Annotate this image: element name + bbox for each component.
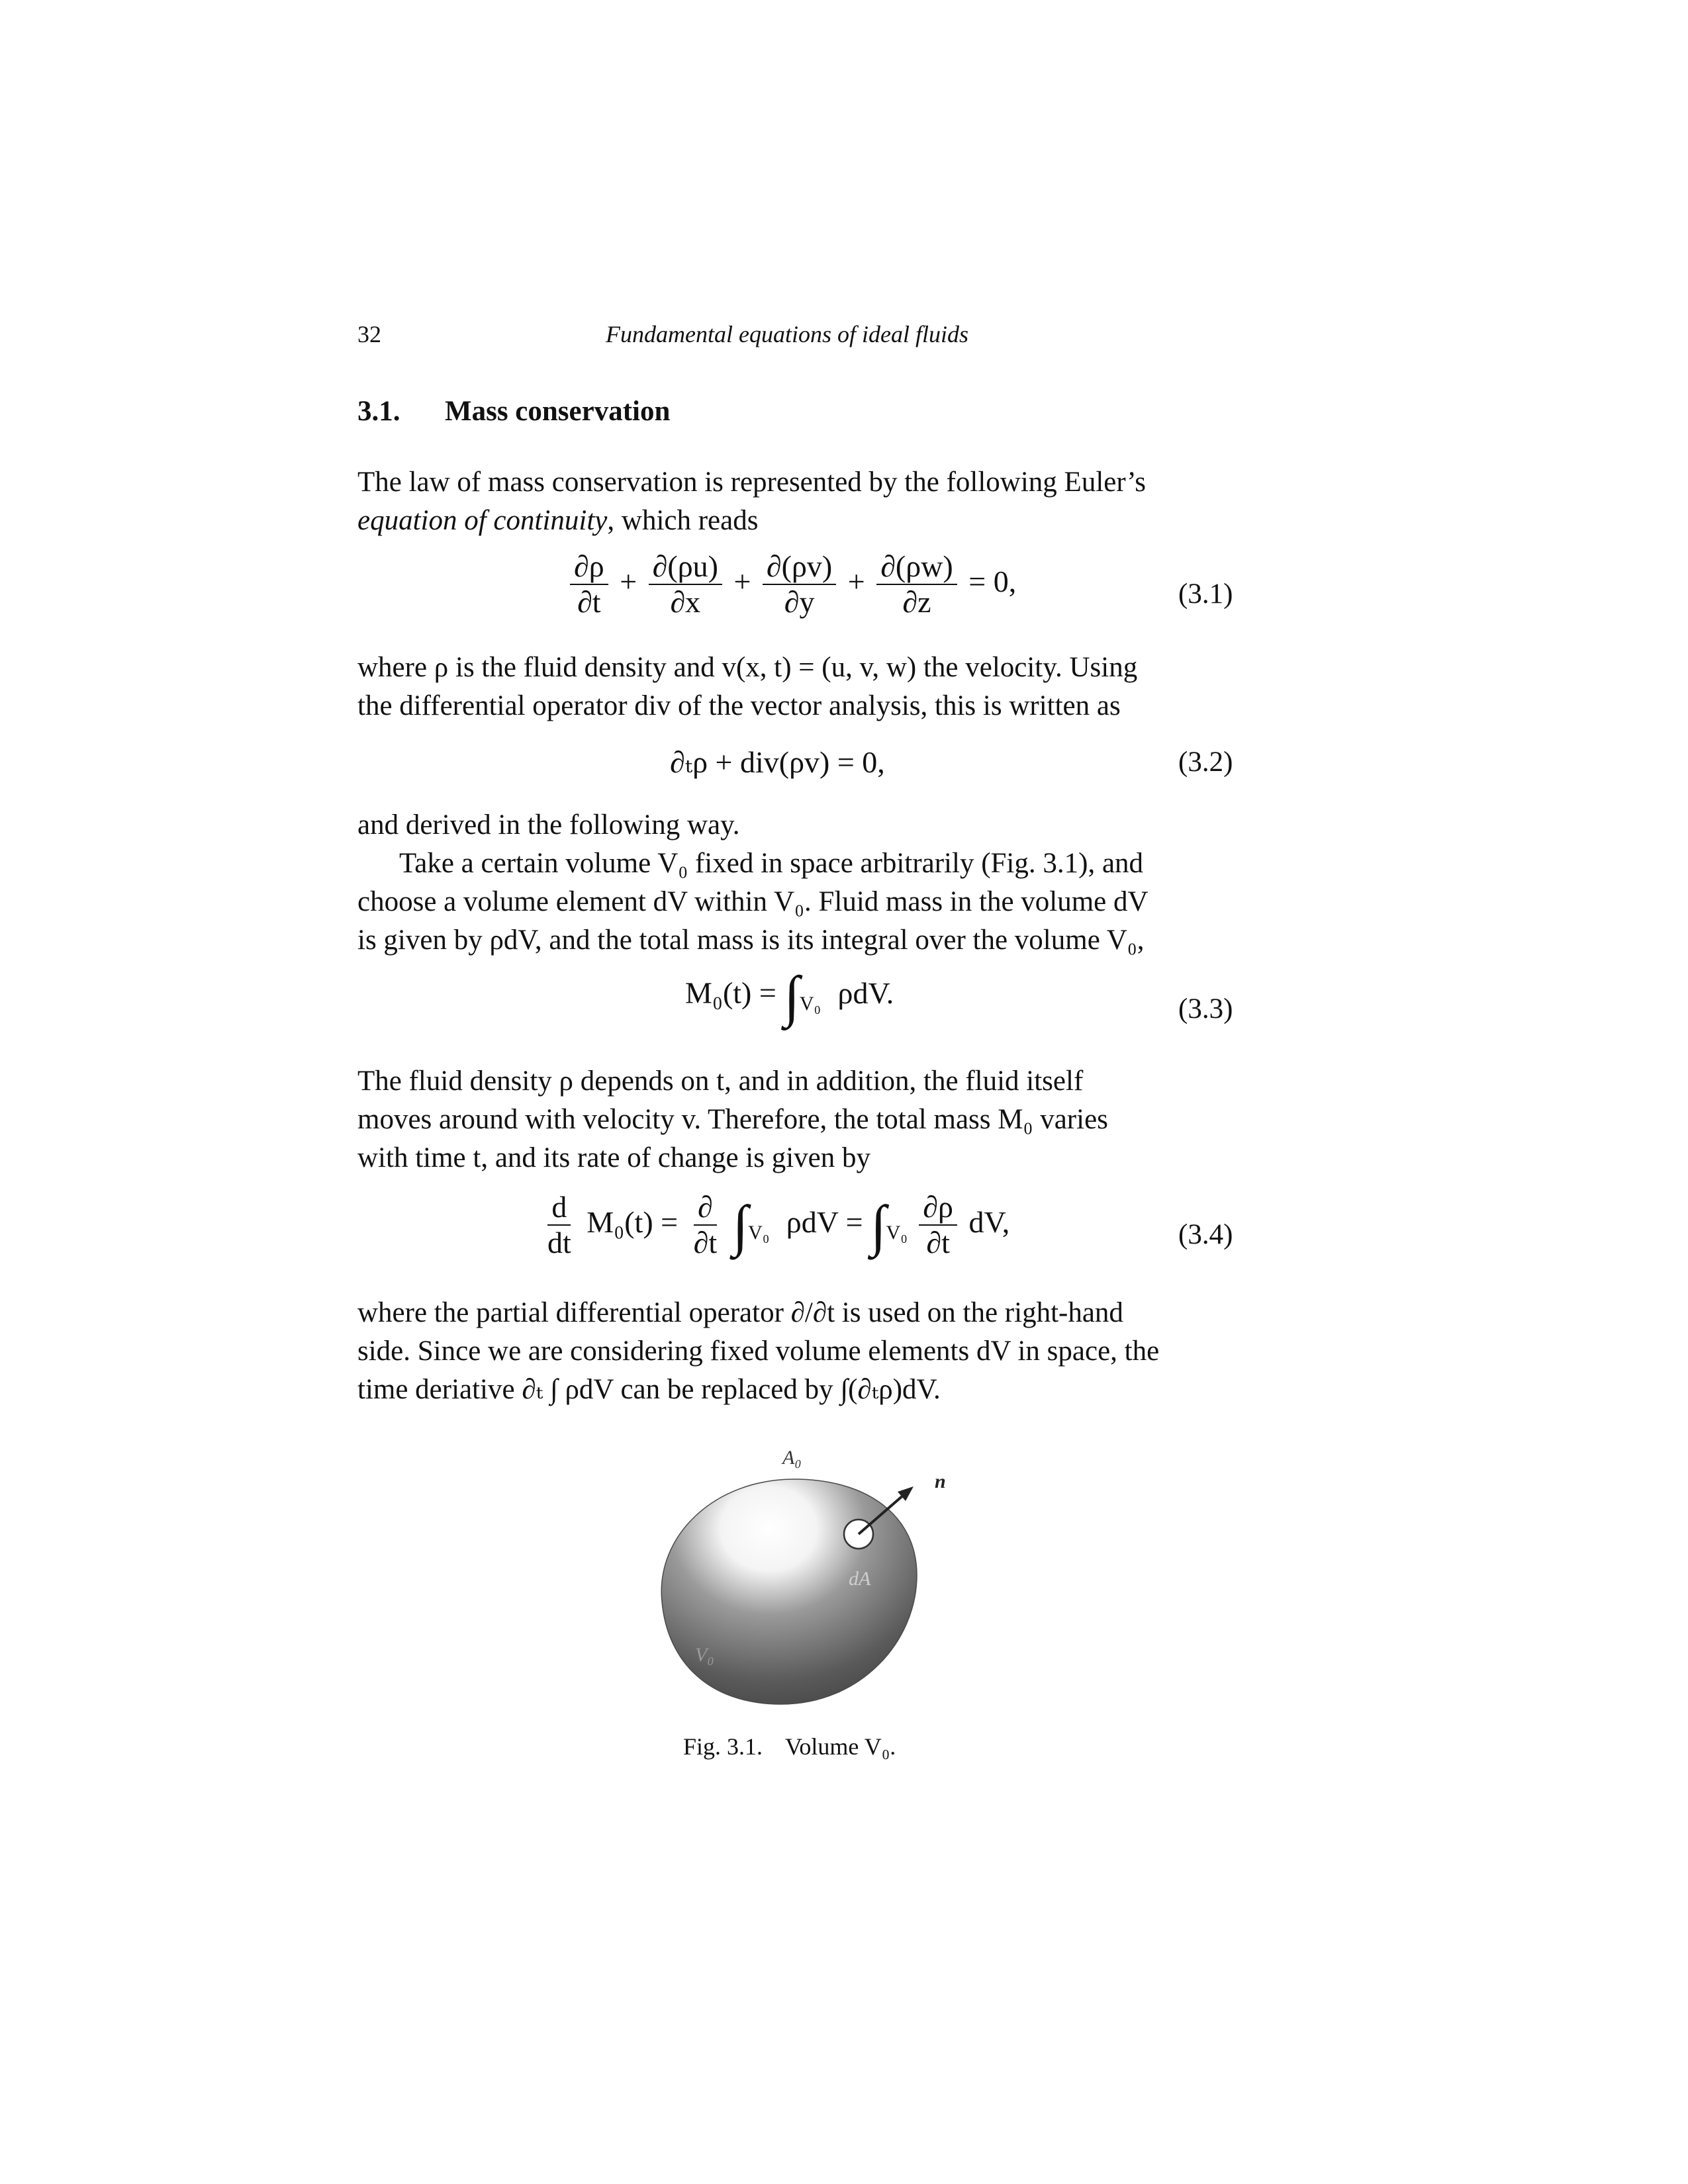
equation-lhs: M₀(t) = [586, 1205, 679, 1239]
paragraph-intro-line1: The law of mass conservation is represented by the following Euler’s [357, 467, 1146, 498]
equation-number-3-3: (3.3) [1178, 993, 1233, 1024]
equation-3-3 [685, 964, 894, 1028]
equation-number-3-2: (3.2) [1178, 747, 1233, 778]
fraction-drhou-dx: $\frac{\partial(\rho u)}{\partial x}$ [649, 551, 722, 619]
equation-of-continuity-term: equation of continuity [357, 505, 608, 536]
integral-sign: ∫ [870, 1193, 886, 1257]
fraction-drhov-dy: $\frac{\partial(\rho v)}{\partial y}$ [763, 551, 836, 619]
integral-subscript: V₀ [886, 1222, 908, 1244]
integral-sign: ∫ [732, 1193, 749, 1257]
equation-middle: ρdV = [786, 1205, 863, 1239]
equation-number-3-4: (3.4) [1178, 1219, 1233, 1250]
paragraph-intro-line2-rest: , which reads [607, 505, 759, 536]
paragraph-mass-line2: moves around with velocity v. Therefore, the total mass M₀ varies [357, 1104, 1108, 1135]
equation-3-2: ∂ₜρ + div(ρv) = 0, [670, 745, 885, 779]
paragraph-derived-line: and derived in the following way. [357, 809, 740, 841]
equation-number-3-1: (3.1) [1178, 578, 1233, 610]
label-V0: V₀ [695, 1644, 714, 1666]
paragraph-operator-line3: time deriative ∂ₜ ∫ ρdV can be replaced by ∫(∂ₜρ)dV. [357, 1374, 941, 1405]
label-A0: A₀ [782, 1447, 802, 1469]
fraction-partial-dt: $\frac{\partial}{\partial t}$ [693, 1190, 718, 1260]
volume-blob [661, 1479, 917, 1704]
figure-caption-label: Fig. 3.1. [683, 1733, 763, 1760]
plus-sign: + [620, 564, 637, 598]
fraction-d-dt: $\frac{d}{dt}$ [547, 1190, 571, 1260]
paragraph-volume-line3: is given by ρdV, and the total mass is its integral over the volume V₀, [357, 925, 1145, 956]
paragraph-intro-line2 [357, 502, 758, 540]
running-title: Fundamental equations of ideal fluids [606, 321, 968, 347]
paragraph-mass-line1: The fluid density ρ depends on t, and in addition, the fluid itself [357, 1066, 1084, 1097]
figure-volume-diagram [635, 1443, 980, 1721]
figure-caption-text: Volume V₀. [785, 1733, 896, 1760]
integral-subscript: V₀ [799, 992, 821, 1015]
paragraph-density-line2: the differential operator div of the vector analysis, this is written as [357, 690, 1121, 721]
fraction-drho-dt: $\frac{\partial\rho}{\partial t}$ [570, 551, 608, 619]
fraction-drho-dt: $\frac{\partial\rho}{\partial t}$ [919, 1191, 957, 1259]
paragraph-mass-line3: with time t, and its rate of change is given by [357, 1142, 871, 1173]
equation-3-1 [566, 551, 1016, 619]
figure-caption [683, 1733, 896, 1760]
paragraph-volume-line1: Take a certain volume V₀ fixed in space arbitrarily (Fig. 3.1), and [399, 848, 1144, 879]
equation-tail: dV, [968, 1205, 1010, 1239]
section-number: 3.1. [357, 396, 400, 427]
fraction-drhow-dz: $\frac{\partial(\rho w)}{\partial z}$ [876, 551, 957, 619]
paragraph-operator-line1: where the partial differential operator ∂/∂t is used on the right-hand [357, 1297, 1123, 1328]
equation-3-4 [539, 1191, 1009, 1259]
integrand: ρdV. [837, 976, 894, 1010]
equation-lhs: M₀(t) = [685, 976, 776, 1010]
page-number: 32 [357, 321, 381, 347]
label-n: n [935, 1471, 946, 1492]
equation-rhs: = 0, [968, 564, 1017, 598]
integral-subscript: V₀ [748, 1222, 770, 1244]
paragraph-density-line1: where ρ is the fluid density and v(x, t) = (u, v, w) the velocity. Using [357, 652, 1138, 683]
label-dA: dA [849, 1568, 871, 1590]
plus-sign: + [847, 564, 865, 598]
integral-sign: ∫ [784, 964, 800, 1028]
plus-sign: + [733, 564, 751, 598]
paragraph-volume-line2: choose a volume element dV within V₀. Fluid mass in the volume dV [357, 886, 1149, 917]
section-title: Mass conservation [445, 396, 671, 427]
paragraph-operator-line2: side. Since we are considering fixed volume elements dV in space, the [357, 1336, 1160, 1367]
